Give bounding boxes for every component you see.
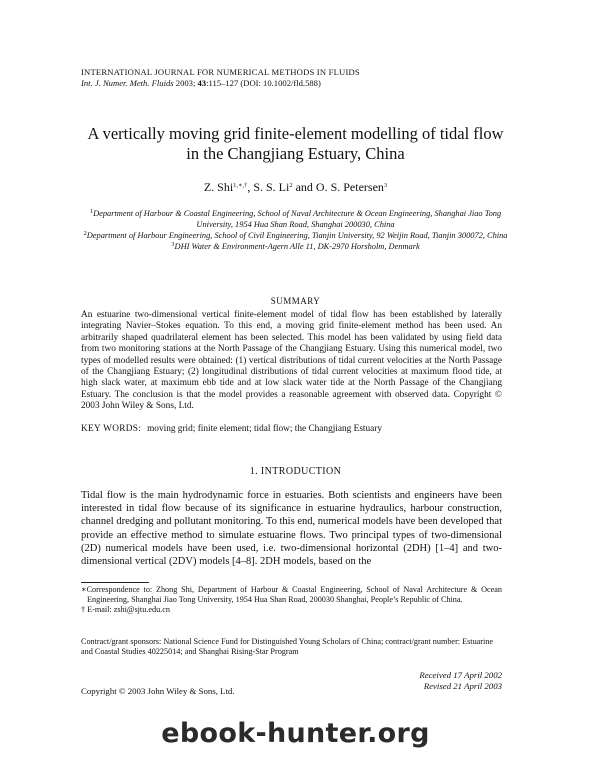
copyright-footer: Copyright © 2003 John Wiley & Sons, Ltd. bbox=[81, 686, 235, 696]
journal-pages-doi: :115–127 (DOI: 10.1002/fld.588) bbox=[206, 78, 321, 88]
keywords-text: moving grid; finite element; tidal flow; the Changjiang Estuary bbox=[147, 424, 383, 434]
abstract-text: An estuarine two-dimensional vertical finite-element model of tidal flow has been established by laterally integrating Navier–Stokes equation. To this end, a moving grid finite-element method has been used. An arbitrarily shaped quadrilateral element has been selected. This model has been validated by using field data from two monitoring stations at the North Passage of the Changjiang Estuary. Using this numerical model, two types of modelled results were obtained: (1) vertical distributions of tidal current velocities at the North Passage of the Changjiang Estuary; (2) longitudinal distributions of tidal current velocities at maximum flood tide, at high slack water, at maximum ebb tide and at low slack water tide at the North Passage of the Changjiang Estuary. The conclusion is that the model provides a reasonable agreement with observed data. Copyright © 2003 John Wiley & Sons, Ltd. bbox=[81, 310, 502, 412]
title-line-1: A vertically moving grid finite-element modelling of tidal flow bbox=[87, 124, 504, 143]
watermark-text: ebook-hunter.org bbox=[161, 718, 430, 749]
grant-sponsors: Contract/grant sponsors: National Science Fund for Distinguished Young Scholars of China; contract/grant number: Estuarine and Coastal Studies 40225014; and Shanghai Rising-Star Program bbox=[81, 637, 494, 657]
affiliations bbox=[72, 208, 519, 252]
author-1-marks: 1,∗,† bbox=[233, 182, 248, 189]
title-line-2: in the Changjiang Estuary, China bbox=[186, 144, 405, 163]
author-list bbox=[60, 180, 531, 195]
journal-year: 2003; bbox=[175, 78, 196, 88]
affiliation-2-num: 2 bbox=[83, 230, 87, 237]
footnote-email: † E-mail: zshi@sjtu.edu.cn bbox=[81, 605, 170, 615]
author-2: , S. S. Li bbox=[247, 180, 290, 194]
affiliation-3-num: 3 bbox=[171, 241, 175, 248]
footnotes bbox=[81, 585, 502, 616]
affiliation-1 bbox=[72, 208, 519, 230]
affiliation-2 bbox=[72, 230, 519, 241]
author-3-marks: 3 bbox=[383, 182, 388, 189]
author-2-marks: 2 bbox=[289, 182, 293, 189]
footnote-rule bbox=[81, 582, 149, 583]
journal-citation bbox=[81, 78, 321, 89]
intro-paragraph: Tidal flow is the main hydrodynamic force in estuaries. Both scientists and engineers have been interested in tidal flow because of its significance in estuarine hydraulics, harbour construction, channel dredging and pollutant monitoring. To this end, numerical models have been developed that provide an effective method to simulate estuarine flows. Two principal types of two-dimensional (2D) numerical models have been used, i.e. two-dimensional horizontal (2DH) [1–4] and two-dimensional vertical (2DV) models [4–8]. 2DH models, based on the bbox=[81, 490, 502, 568]
received-dates bbox=[380, 670, 502, 692]
journal-name: INTERNATIONAL JOURNAL FOR NUMERICAL METHODS IN FLUIDS bbox=[81, 67, 360, 77]
affiliation-3-text: DHI Water & Environment-Agern Alle 11, DK-2970 Horsholm, Denmark bbox=[174, 242, 420, 251]
affiliation-2-text: Department of Harbour Engineering, School of Civil Engineering, Tianjin University, 92 Weijin Road, Tianjin 300072, China bbox=[86, 231, 508, 240]
author-1: Z. Shi bbox=[203, 180, 234, 194]
paper-title bbox=[60, 124, 531, 164]
affiliation-1-text: Department of Harbour & Coastal Engineering, School of Naval Architecture & Ocean Engineering, Shanghai Jiao Tong University, 1954 Hua Shan Road, Shanghai 200030, China bbox=[93, 209, 502, 229]
keywords-label: KEY WORDS: bbox=[81, 424, 142, 434]
affiliation-1-num: 1 bbox=[89, 208, 94, 215]
author-3: and O. S. Petersen bbox=[292, 180, 384, 194]
revised-date: Revised 21 April 2003 bbox=[423, 681, 502, 691]
journal-volume: 43 bbox=[197, 78, 207, 88]
affiliation-3 bbox=[72, 241, 519, 252]
footnote-correspondence: ∗Correspondence to: Zhong Shi, Department of Harbour & Coastal Engineering, School of Naval Architecture & Ocean Engineering, Shanghai Jiao Tong University, 1954 Hua Shan Road, 200030 Shanghai, People’s Republic of China. bbox=[81, 585, 502, 605]
summary-heading: SUMMARY bbox=[270, 296, 321, 306]
received-date: Received 17 April 2002 bbox=[419, 670, 502, 680]
keywords bbox=[81, 424, 502, 435]
section-heading: 1. INTRODUCTION bbox=[249, 466, 342, 477]
journal-abbrev: Int. J. Numer. Meth. Fluids bbox=[81, 78, 174, 88]
